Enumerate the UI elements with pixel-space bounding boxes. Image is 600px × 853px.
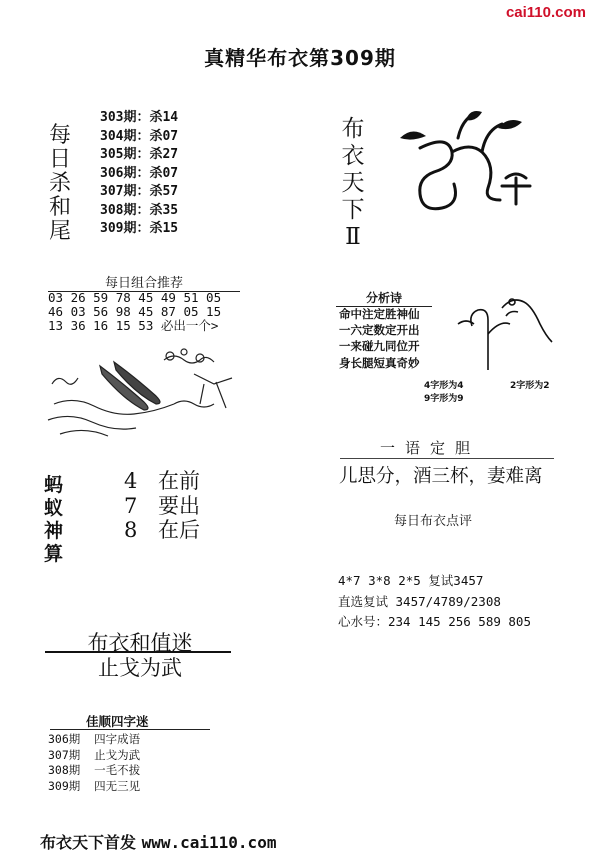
analysis-poem-title: 分析诗 [336, 289, 432, 307]
ant-label-char: 神 [44, 520, 64, 542]
footer-label: 布衣天下首发 [40, 833, 137, 852]
shape-note: 4字形为4 [424, 381, 464, 391]
poem-line: 一来碰九同位开 [339, 339, 420, 354]
yiyu-divider [340, 458, 554, 459]
buyi-tianxia-char: 衣 [341, 143, 365, 169]
kill-item: 304期：杀07 [100, 128, 179, 144]
four-char-item: 309期 四无三见 [48, 778, 141, 793]
comment-line: 直选复试 3457/4789/2308 [338, 593, 501, 609]
buyi-tianxia-char: 下 [341, 197, 365, 223]
hexin-riddle-answer: 止戈为武 [98, 656, 182, 680]
daily-kill-list [100, 109, 178, 239]
ant-row-num: 4 [124, 469, 138, 493]
daily-comment-title: 每日布衣点评 [394, 514, 473, 529]
comment-line: 4*7 3*8 2*5 复试3457 [338, 573, 484, 588]
combo-row: 13 36 16 15 53 必出一个> [48, 318, 219, 333]
poem-line: 命中注定胜神仙 [339, 307, 420, 321]
ant-row [124, 494, 200, 519]
daily-combo-rows [48, 291, 221, 333]
ant-label-char: 蚂 [44, 474, 64, 496]
combo-row: 03 26 59 78 45 49 51 05 [48, 290, 222, 305]
ant-row-num: 7 [124, 493, 138, 518]
ant-calc-label [44, 474, 68, 566]
four-char-item: 306期 四字成语 [48, 732, 141, 746]
four-char-list [48, 732, 140, 794]
four-char-item: 307期 止戈为武 [48, 747, 141, 762]
ant-label-char: 蚁 [44, 497, 64, 519]
daily-kill-label-char: 日 [48, 147, 71, 172]
shape-note: 9字形为9 [424, 394, 464, 404]
ant-row-text: 在后 [158, 518, 200, 542]
daily-combo-title: 每日组合推荐 [48, 272, 240, 292]
analysis-poem [339, 306, 420, 371]
four-char-item: 308期 一毛不拔 [48, 763, 141, 777]
four-char-title: 佳顺四字迷 [86, 714, 149, 729]
daily-kill-label [48, 124, 72, 244]
kill-item: 306期：杀07 [100, 165, 179, 181]
hexin-riddle-title: 布衣和值迷 [87, 631, 193, 655]
plant-illustration [448, 290, 558, 374]
combo-row: 46 03 56 98 45 87 05 15 [48, 304, 222, 319]
ant-row [124, 518, 200, 543]
ant-row-num: 8 [124, 518, 138, 542]
page-title: 真精华布衣第309期 [204, 46, 396, 70]
vine-illustration [390, 108, 550, 220]
four-char-divider [50, 729, 210, 730]
site-watermark: cai110.com [505, 4, 586, 21]
kill-item: 307期：杀57 [100, 184, 179, 199]
kill-item: 303期：杀14 [100, 110, 179, 125]
daily-kill-label-char: 和 [48, 195, 71, 220]
boat-illustration [44, 344, 244, 444]
ant-row [124, 469, 200, 494]
kill-item: 308期：杀35 [100, 202, 179, 218]
daily-kill-label-char: 每 [48, 123, 71, 148]
yiyu-title: 一语定胆 [380, 439, 481, 457]
buyi-tianxia-char: Ⅱ [345, 224, 361, 250]
daily-kill-label-char: 杀 [48, 171, 71, 196]
buyi-tianxia-char: 天 [341, 170, 365, 196]
footer-url[interactable]: www.cai110.com [141, 833, 277, 852]
shape-note: 2字形为2 [510, 381, 550, 391]
kill-item: 305期：杀27 [100, 147, 179, 162]
daily-kill-label-char: 尾 [48, 219, 71, 244]
yiyu-text: 儿思分，酒三杯，妻难离 [339, 466, 543, 487]
poem-line: 身长腿短真奇妙 [339, 355, 420, 370]
buyi-tianxia-char: 布 [341, 116, 365, 142]
comment-line: 心水号：234 145 256 589 805 [338, 614, 531, 629]
ant-row-text: 在前 [158, 469, 200, 493]
daily-comment-lines [338, 571, 531, 633]
ant-calc-rows [124, 469, 200, 543]
poem-line: 一六定数定开出 [339, 323, 420, 338]
ant-label-char: 算 [44, 543, 64, 565]
ant-row-text: 要出 [158, 493, 200, 518]
kill-item: 309期：杀15 [100, 221, 179, 236]
footer [40, 830, 276, 853]
buyi-tianxia-label [340, 116, 366, 251]
